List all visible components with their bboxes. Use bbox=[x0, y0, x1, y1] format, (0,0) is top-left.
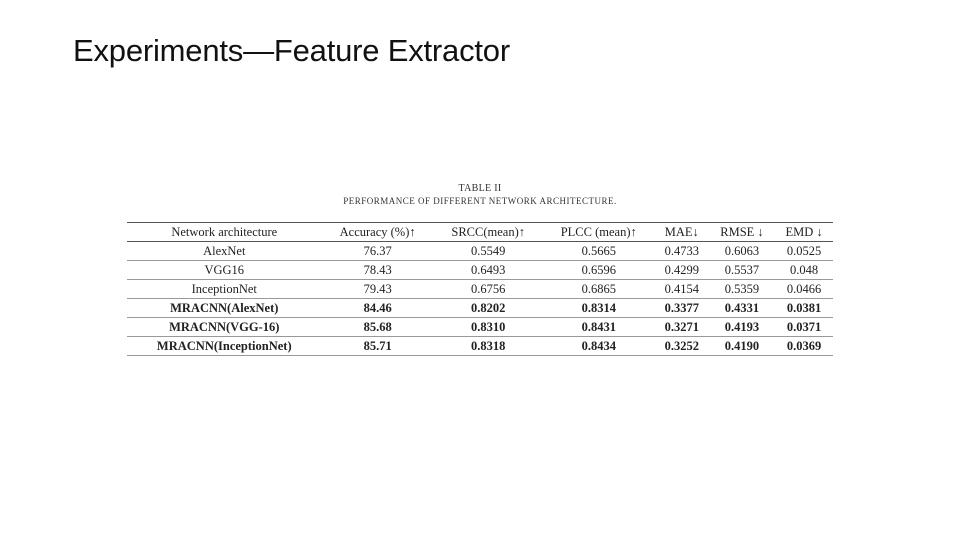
header-plcc: PLCC (mean)↑ bbox=[560, 224, 637, 239]
cell-accuracy: 84.46 bbox=[363, 300, 392, 315]
table-caption bbox=[127, 182, 833, 207]
header-network-architecture: Network architecture bbox=[171, 224, 278, 239]
cell-mae: 0.4154 bbox=[664, 281, 699, 296]
cell-accuracy: 85.71 bbox=[363, 338, 392, 353]
table-caption-number: TABLE II bbox=[458, 183, 502, 194]
header-emd: EMD ↓ bbox=[785, 224, 823, 239]
table-row bbox=[127, 242, 833, 261]
cell-rmse: 0.6063 bbox=[724, 243, 760, 258]
header-rmse: RMSE ↓ bbox=[720, 224, 764, 239]
cell-accuracy: 85.68 bbox=[363, 319, 392, 334]
cell-architecture: VGG16 bbox=[204, 262, 245, 277]
cell-rmse: 0.4190 bbox=[724, 338, 760, 353]
cell-architecture: MRACNN(VGG-16) bbox=[169, 319, 280, 334]
table-caption-text: PERFORMANCE OF DIFFERENT NETWORK ARCHITECTURE. bbox=[343, 196, 617, 206]
cell-plcc: 0.6865 bbox=[581, 281, 616, 296]
table-row bbox=[127, 261, 833, 280]
cell-accuracy: 79.43 bbox=[363, 281, 392, 296]
cell-plcc: 0.8431 bbox=[581, 319, 616, 334]
cell-mae: 0.4299 bbox=[664, 262, 699, 277]
cell-mae: 0.4733 bbox=[664, 243, 699, 258]
cell-emd: 0.048 bbox=[790, 262, 819, 277]
cell-srcc: 0.6493 bbox=[470, 262, 506, 277]
cell-architecture: AlexNet bbox=[203, 243, 246, 258]
header-srcc: SRCC(mean)↑ bbox=[451, 224, 525, 239]
cell-architecture: MRACNN(InceptionNet) bbox=[156, 338, 292, 353]
cell-mae: 0.3377 bbox=[664, 300, 699, 315]
slide-title: Experiments—Feature Extractor bbox=[73, 33, 510, 68]
cell-rmse: 0.4193 bbox=[724, 319, 760, 334]
header-mae: MAE↓ bbox=[664, 224, 699, 239]
cell-srcc: 0.8310 bbox=[470, 319, 506, 334]
cell-emd: 0.0466 bbox=[786, 281, 822, 296]
cell-emd: 0.0371 bbox=[786, 319, 822, 334]
cell-mae: 0.3252 bbox=[664, 338, 699, 353]
cell-plcc: 0.5665 bbox=[581, 243, 616, 258]
cell-plcc: 0.6596 bbox=[581, 262, 616, 277]
cell-srcc: 0.8202 bbox=[470, 300, 506, 315]
cell-srcc: 0.5549 bbox=[470, 243, 506, 258]
cell-plcc: 0.8314 bbox=[581, 300, 616, 315]
cell-emd: 0.0369 bbox=[786, 338, 822, 353]
cell-rmse: 0.5537 bbox=[724, 262, 760, 277]
cell-architecture: MRACNN(AlexNet) bbox=[170, 300, 279, 315]
cell-rmse: 0.5359 bbox=[724, 281, 760, 296]
cell-mae: 0.3271 bbox=[664, 319, 699, 334]
cell-rmse: 0.4331 bbox=[724, 300, 760, 315]
cell-accuracy: 76.37 bbox=[363, 243, 392, 258]
cell-srcc: 0.8318 bbox=[470, 338, 506, 353]
cell-accuracy: 78.43 bbox=[363, 262, 392, 277]
cell-srcc: 0.6756 bbox=[470, 281, 506, 296]
header-accuracy: Accuracy (%)↑ bbox=[339, 224, 416, 239]
table-row bbox=[127, 299, 833, 318]
table-row bbox=[127, 318, 833, 337]
cell-emd: 0.0525 bbox=[786, 243, 822, 258]
cell-architecture: InceptionNet bbox=[191, 281, 257, 296]
cell-plcc: 0.8434 bbox=[581, 338, 616, 353]
results-table bbox=[127, 222, 833, 356]
table-row bbox=[127, 280, 833, 299]
table-header-row bbox=[127, 223, 833, 242]
cell-emd: 0.0381 bbox=[786, 300, 822, 315]
table-row bbox=[127, 337, 833, 356]
